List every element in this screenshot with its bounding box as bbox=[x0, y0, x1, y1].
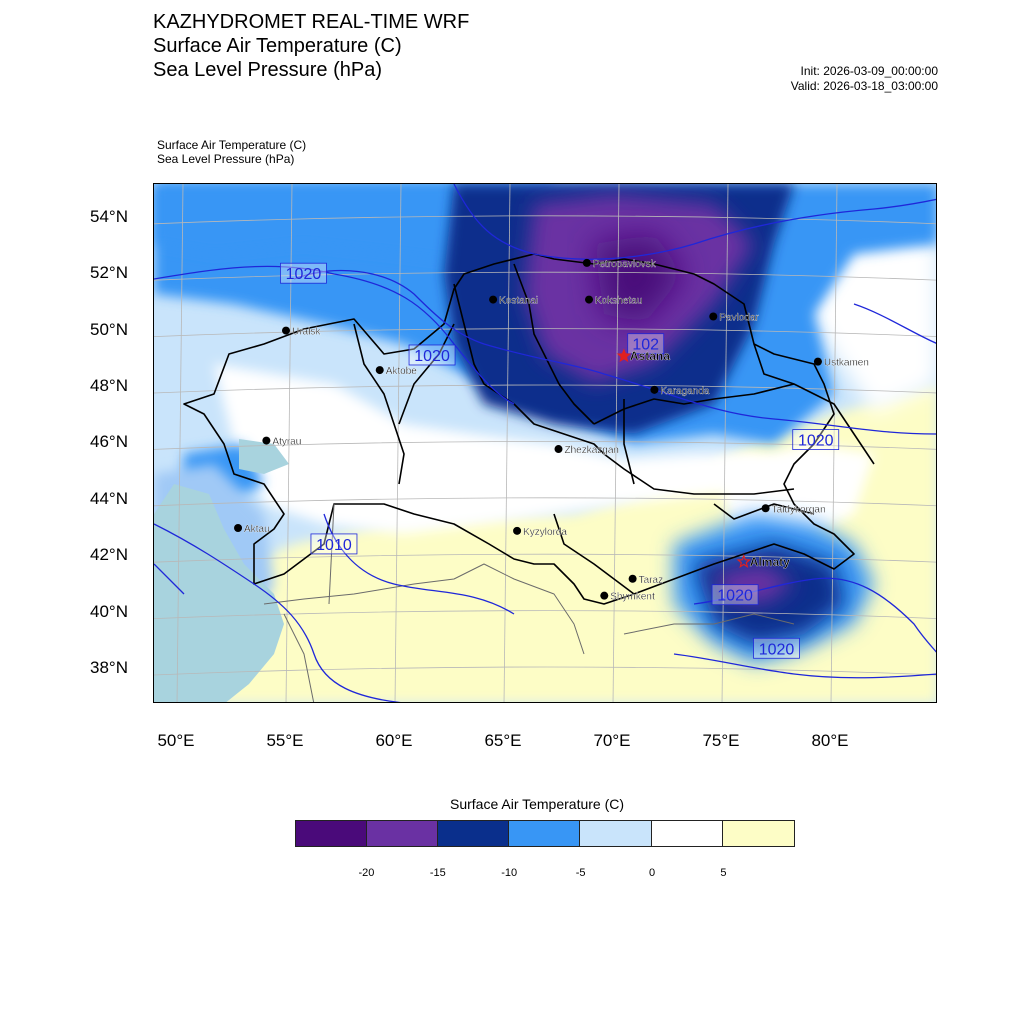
isobar-label-text: 1020 bbox=[797, 432, 834, 450]
colorbar-tick-label: -20 bbox=[358, 867, 375, 879]
latitude-label: 40°N bbox=[90, 601, 128, 621]
colorbar-title: Surface Air Temperature (C) bbox=[450, 796, 625, 812]
isobar-label bbox=[280, 263, 326, 283]
latitude-label: 50°N bbox=[90, 319, 128, 339]
longitude-label: 75°E bbox=[702, 731, 740, 750]
city-label: Zhezkazgan bbox=[564, 445, 619, 457]
plot-subtitle bbox=[157, 138, 306, 166]
colorbar-tick-label: 5 bbox=[720, 867, 727, 879]
subtitle-line-1: Surface Air Temperature (C) bbox=[157, 138, 307, 152]
isobar-label bbox=[712, 585, 758, 605]
colorbar-tick-label: -15 bbox=[429, 867, 446, 879]
city-label: Petropavlovsk bbox=[592, 258, 656, 270]
colorbar-tick-label: -10 bbox=[501, 867, 518, 879]
city-dot-icon bbox=[376, 366, 384, 374]
city-label: Taraz bbox=[638, 574, 664, 586]
colorbar-segment bbox=[723, 821, 794, 846]
colorbar-tick-label: -5 bbox=[575, 867, 586, 879]
isobar-label-text: 1010 bbox=[316, 536, 352, 554]
longitude-label: 70°E bbox=[593, 731, 631, 750]
latitude-label: 46°N bbox=[90, 432, 128, 452]
colorbar-segment bbox=[509, 821, 580, 846]
city-label: Atyrau bbox=[272, 436, 302, 448]
colorbar-segment bbox=[367, 821, 438, 846]
latitude-label: 44°N bbox=[90, 488, 128, 508]
init-time: Init: 2026-03-09_00:00:00 bbox=[800, 64, 938, 78]
isobar-label bbox=[311, 534, 357, 554]
city-dot-icon bbox=[489, 296, 497, 304]
city-dot-icon bbox=[650, 386, 658, 394]
run-times bbox=[791, 64, 938, 94]
colorbar-segment bbox=[652, 821, 723, 846]
city-dot-icon bbox=[282, 327, 290, 335]
city-dot-icon bbox=[600, 592, 608, 600]
figure-title bbox=[153, 10, 469, 82]
city-dot-icon bbox=[762, 504, 770, 512]
colorbar-segment bbox=[296, 821, 367, 846]
city-label: Almaty bbox=[749, 554, 790, 569]
isobar-label-text: 102 bbox=[632, 336, 660, 354]
city-label: Taldykorgan bbox=[771, 504, 826, 516]
city-label: Karaganda bbox=[660, 385, 710, 397]
longitude-label: 60°E bbox=[375, 731, 413, 750]
city-marker bbox=[583, 259, 657, 270]
city-dot-icon bbox=[513, 527, 521, 535]
city-label: Kostanai bbox=[499, 295, 539, 307]
isobar-label-text: 1020 bbox=[758, 641, 795, 659]
latitude-label: 42°N bbox=[90, 545, 128, 565]
city-label: Astana bbox=[629, 348, 670, 363]
city-label: Aktobe bbox=[385, 366, 417, 378]
city-marker bbox=[555, 445, 619, 456]
colorbar bbox=[295, 820, 795, 847]
valid-time: Valid: 2026-03-18_03:00:00 bbox=[790, 79, 938, 93]
latitude-label: 38°N bbox=[90, 658, 128, 677]
subtitle-line-2: Sea Level Pressure (hPa) bbox=[157, 152, 295, 166]
city-label: Kokshetau bbox=[595, 295, 643, 307]
isobar-label bbox=[754, 638, 800, 658]
city-dot-icon bbox=[583, 259, 591, 267]
city-dot-icon bbox=[262, 437, 270, 445]
title-line-1: KAZHYDROMET REAL-TIME WRF bbox=[153, 11, 470, 33]
map-panel bbox=[153, 183, 937, 703]
isobar-label bbox=[793, 430, 839, 450]
colorbar-segment bbox=[438, 821, 509, 846]
city-label: Pavlodar bbox=[719, 312, 759, 324]
colorbar-tick-label: 0 bbox=[648, 867, 656, 879]
isobar-label-text: 1020 bbox=[285, 266, 322, 284]
longitude-label: 80°E bbox=[811, 731, 849, 750]
longitude-label: 55°E bbox=[266, 731, 304, 750]
city-dot-icon bbox=[629, 575, 637, 583]
map-canvas bbox=[154, 184, 937, 703]
city-dot-icon bbox=[555, 445, 563, 453]
city-dot-icon bbox=[814, 358, 822, 366]
longitude-label: 50°E bbox=[157, 731, 195, 750]
city-label: Shymkent bbox=[610, 591, 655, 603]
city-label: Ustkamen bbox=[823, 357, 869, 369]
colorbar-segment bbox=[580, 821, 651, 846]
city-label: Aktau bbox=[244, 524, 270, 535]
isobar-label bbox=[409, 345, 455, 365]
city-dot-icon bbox=[585, 296, 593, 304]
longitude-label: 65°E bbox=[484, 731, 522, 750]
city-label: Kyzylorda bbox=[523, 526, 567, 538]
latitude-label: 48°N bbox=[90, 376, 128, 395]
isobar-label-text: 1020 bbox=[414, 347, 450, 365]
latitude-label: 54°N bbox=[90, 206, 128, 226]
title-line-3: Sea Level Pressure (hPa) bbox=[153, 59, 383, 81]
title-line-2: Surface Air Temperature (C) bbox=[153, 35, 402, 57]
city-dot-icon bbox=[709, 313, 717, 321]
city-marker bbox=[762, 504, 826, 515]
city-dot-icon bbox=[234, 524, 242, 532]
city-label: Uralsk bbox=[292, 326, 321, 338]
isobar-label-text: 1020 bbox=[717, 587, 753, 605]
latitude-label: 52°N bbox=[90, 263, 128, 283]
